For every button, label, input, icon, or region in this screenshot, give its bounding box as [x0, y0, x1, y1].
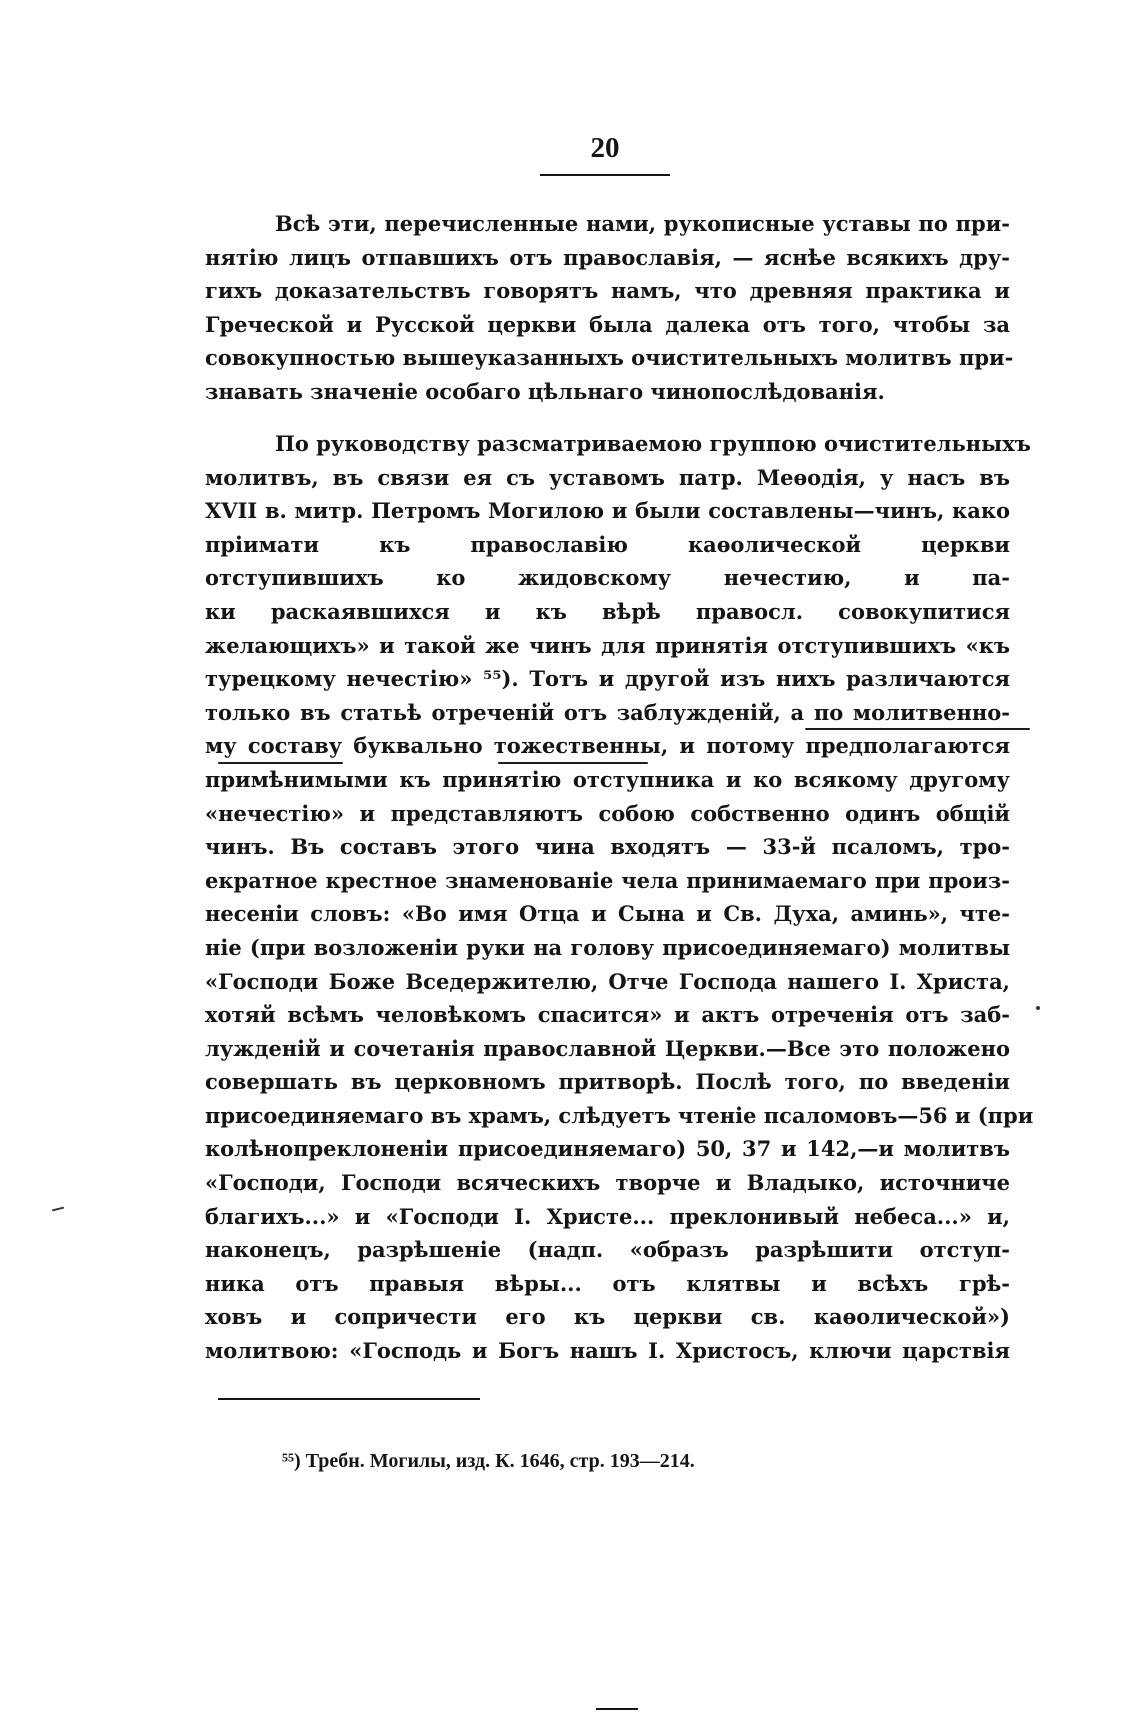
paragraph-line: му составу буквально тожественны, и потому предполагаются — [205, 733, 1010, 759]
footnote-rule — [218, 1398, 480, 1400]
paragraph-line: совокупностью вышеуказанныхъ очистительныхъ молитвъ при- — [205, 345, 1014, 371]
margin-dot — [1036, 1006, 1040, 1010]
paragraph-line: лужденій и сочетанія православной Церкви.—Все это положено — [205, 1035, 1010, 1061]
paragraph-line: желающихъ» и такой же чинъ для принятія отступившихъ «къ — [205, 632, 1010, 658]
paragraph-line: ника отъ правыя вѣры... отъ клятвы и всѣхъ грѣ- — [205, 1270, 1010, 1296]
paragraph-line: ки раскаявшихся и къ вѣрѣ правосл. совокупитися — [205, 598, 1010, 624]
footnote: ⁵⁵) Требн. Могилы, изд. К. 1646, стр. 193—214. — [282, 1450, 695, 1472]
handwritten-underline — [805, 728, 1030, 730]
paragraph-line: Греческой и Русской церкви была далека отъ того, чтобы за — [205, 311, 1010, 337]
paragraph-line: хотяй всѣмъ человѣкомъ спасится» и актъ отреченія отъ заб- — [205, 1002, 1010, 1028]
paragraph-line: По руководству разсматриваемою группою очистительныхъ — [275, 431, 1031, 456]
paragraph-line: ніе (при возложеніи руки на голову присоединяемаго) молитвы — [205, 934, 1010, 960]
paragraph-line: только въ статьѣ отреченій отъ заблужденій, а по молитвенно- — [205, 699, 1010, 725]
paragraph-line: пріимати къ православію каѳолической церкви — [205, 531, 1010, 557]
paragraph-line: отступившихъ ко жидовскому нечестию, и па- — [205, 565, 1010, 591]
paragraph-line: екратное крестное знаменованіе чела принимаемаго при произ- — [205, 867, 1010, 893]
paragraph-line: чинъ. Въ составъ этого чина входятъ — 33-й псаломъ, тро- — [205, 834, 1010, 860]
paragraph-line: турецкому нечестію» ⁵⁵). Тотъ и другой изъ нихъ различаются — [205, 666, 1010, 692]
paragraph-line: знавать значеніе особаго цѣльнаго чинопослѣдованія. — [205, 378, 885, 404]
paragraph-line: наконецъ, разрѣшеніе (надп. «образъ разрѣшити отступ- — [205, 1237, 1010, 1263]
margin-mark — [52, 1207, 64, 1212]
handwritten-underline — [218, 762, 343, 764]
paragraph-line: гихъ доказательствъ говорятъ намъ, что древняя практика и — [205, 278, 1010, 304]
paragraph-line: присоединяемаго въ храмъ, слѣдуетъ чтеніе псаломовъ—56 и (при — [205, 1102, 1034, 1128]
paragraph-line: молитвъ, въ связи ея съ уставомъ патр. Меѳодія, у насъ въ — [205, 464, 1010, 490]
paragraph-line: несеніи словъ: «Во имя Отца и Сына и Св. Духа, аминь», чте- — [205, 901, 1010, 927]
paragraph-line: «Господи Боже Вседержителю, Отче Господа нашего І. Христа, — [205, 968, 1010, 994]
paragraph-line: совершать въ церковномъ притворѣ. Послѣ того, по введеніи — [205, 1069, 1010, 1095]
paragraph-2 — [205, 427, 1034, 1368]
paragraph-line: Всѣ эти, перечисленные нами, рукописные уставы по при- — [275, 211, 1010, 236]
paragraph-1 — [205, 207, 1014, 409]
page-number: 20 — [590, 132, 620, 164]
paragraph-line: благихъ...» и «Господи І. Христе... преклонивый небеса...» и, — [205, 1203, 1010, 1229]
paragraph-line: «Господи, Господи всяческихъ творче и Владыко, источниче — [205, 1170, 1010, 1196]
paragraph-line: «нечестію» и представляютъ собою собственно одинъ общій — [205, 800, 1010, 826]
paragraph-line: молитвою: «Господь и Богъ нашъ І. Христосъ, ключи царствія — [205, 1338, 1010, 1364]
paragraph-line: нятію лицъ отпавшихъ отъ православія, — яснѣе всякихъ дру- — [205, 244, 1010, 270]
handwritten-underline — [498, 762, 648, 764]
paragraph-line: ховъ и сопричести его къ церкви св. каѳолической») — [205, 1304, 1010, 1330]
paragraph-line: XVII в. митр. Петромъ Могилою и были составлены—чинъ, како — [205, 498, 1010, 524]
page-number-rule — [540, 174, 670, 176]
paragraph-line: колѣнопреклоненіи присоединяемаго) 50, 37 и 142,—и молитвъ — [205, 1136, 1010, 1162]
bottom-mark — [596, 1708, 638, 1710]
paragraph-line: примѣнимыми къ принятію отступника и ко всякому другому — [205, 766, 1010, 792]
